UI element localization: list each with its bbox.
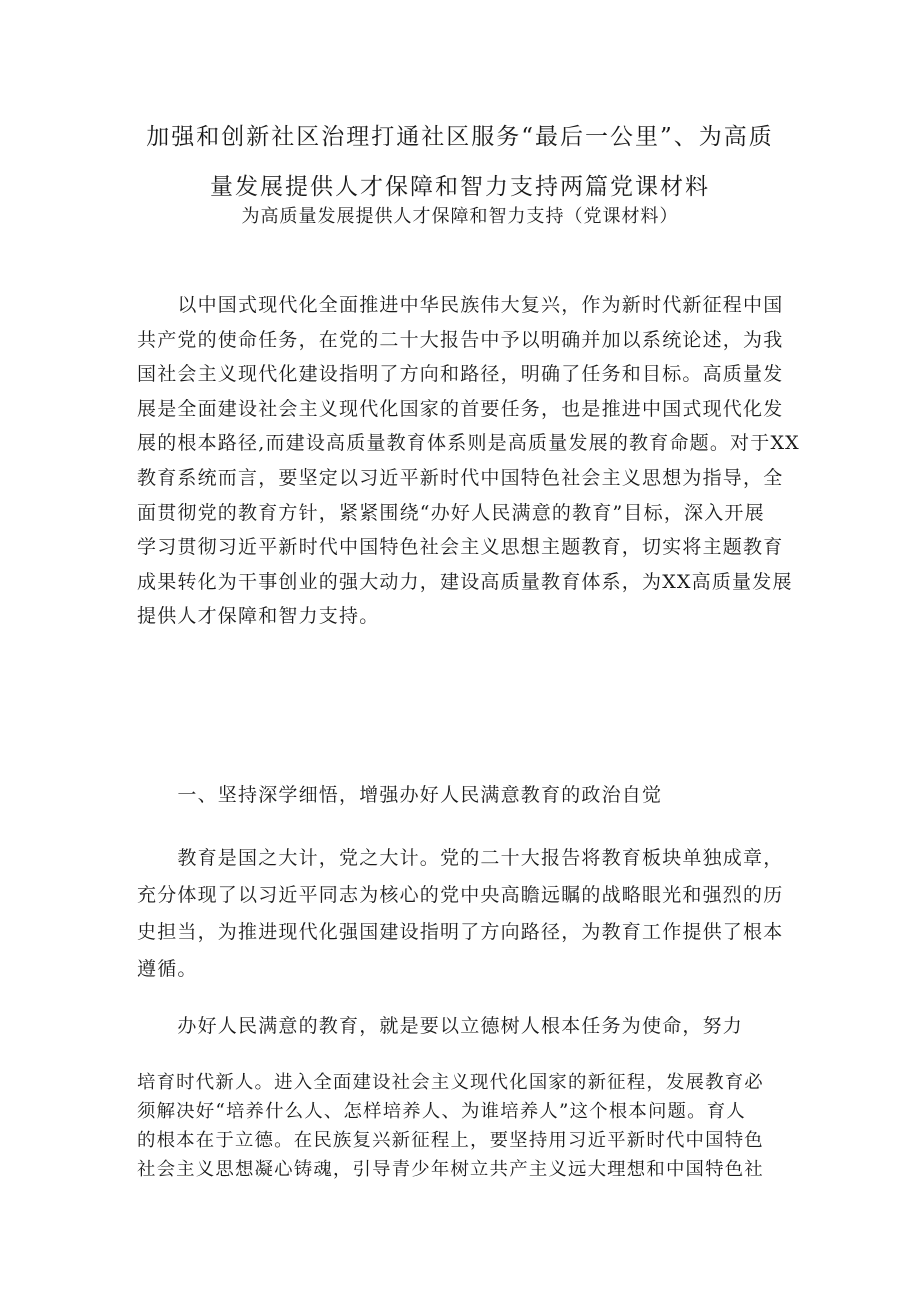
text-line: 须解决好“培养什么人、怎样培养人、为谁培养人”这个根本问题。育人: [137, 1101, 746, 1122]
text-line: 成果转化为干事创业的强大动力，建设高质量教育体系，为XX高质量发展: [137, 570, 793, 593]
text-line: 国社会主义现代化建设指明了方向和路径，明确了任务和目标。高质量发: [137, 363, 784, 386]
section-heading: [137, 778, 791, 812]
text-line: 共产党的使命任务，在党的二十大报告中予以明确并加以系统论述，为我: [137, 328, 784, 351]
paragraph-education: [137, 840, 791, 988]
text-line: 展的根本路径,而建设高质量教育体系则是高质量发展的教育命题。对于XX: [137, 432, 800, 455]
text-line: 面贯彻党的教育方针，紧紧围绕“办好人民满意的教育”目标，深入开展: [137, 501, 765, 524]
paragraph-satisfaction-body: [137, 1068, 791, 1184]
document-title: [120, 112, 800, 212]
title-line: 加强和创新社区治理打通社区服务“最后一公里”、为高质: [146, 124, 774, 150]
text-line: 教育系统而言，要坚定以习近平新时代中国特色社会主义思想为指导，全: [137, 466, 784, 489]
text-line: 以中国式现代化全面推进中华民族伟大复兴，作为新时代新征程中国: [137, 294, 784, 316]
text-line: 学习贯彻习近平新时代中国特色社会主义思想主题教育，切实将主题教育: [137, 536, 784, 559]
paragraph-satisfaction-lead: [137, 1009, 791, 1043]
text-line: 办好人民满意的教育，就是要以立德树人根本任务为使命，努力: [137, 1015, 744, 1037]
text-line: 教育是国之大计，党之大计。党的二十大报告将教育板块单独成章，: [137, 847, 784, 869]
text-line: 的根本在于立德。在民族复兴新征程上，要坚持用习近平新时代中国特色: [137, 1130, 764, 1151]
text-line: 充分体现了以习近平同志为核心的党中央高瞻远瞩的战略眼光和强烈的历: [137, 884, 784, 906]
document-subtitle: 为高质量发展提供人才保障和智力支持（党课材料）: [241, 206, 679, 227]
text-line: 遵循。: [137, 958, 198, 980]
text-line: 提供人才保障和智力支持。: [137, 605, 380, 628]
paragraph-intro: [137, 288, 800, 634]
title-line: 量发展提供人才保障和智力支持两篇党课材料: [210, 174, 710, 200]
text-line: 展是全面建设社会主义现代化国家的首要任务，也是推进中国式现代化发: [137, 397, 784, 420]
text-line: 史担当，为推进现代化强国建设指明了方向路径，为教育工作提供了根本: [137, 921, 784, 943]
text-line: 社会主义思想凝心铸魂，引导青少年树立共产主义远大理想和中国特色社: [137, 1159, 764, 1180]
heading-text: 一、坚持深学细悟，增强办好人民满意教育的政治自觉: [137, 784, 663, 806]
text-line: 培育时代新人。进入全面建设社会主义现代化国家的新征程，发展教育必: [137, 1072, 764, 1093]
